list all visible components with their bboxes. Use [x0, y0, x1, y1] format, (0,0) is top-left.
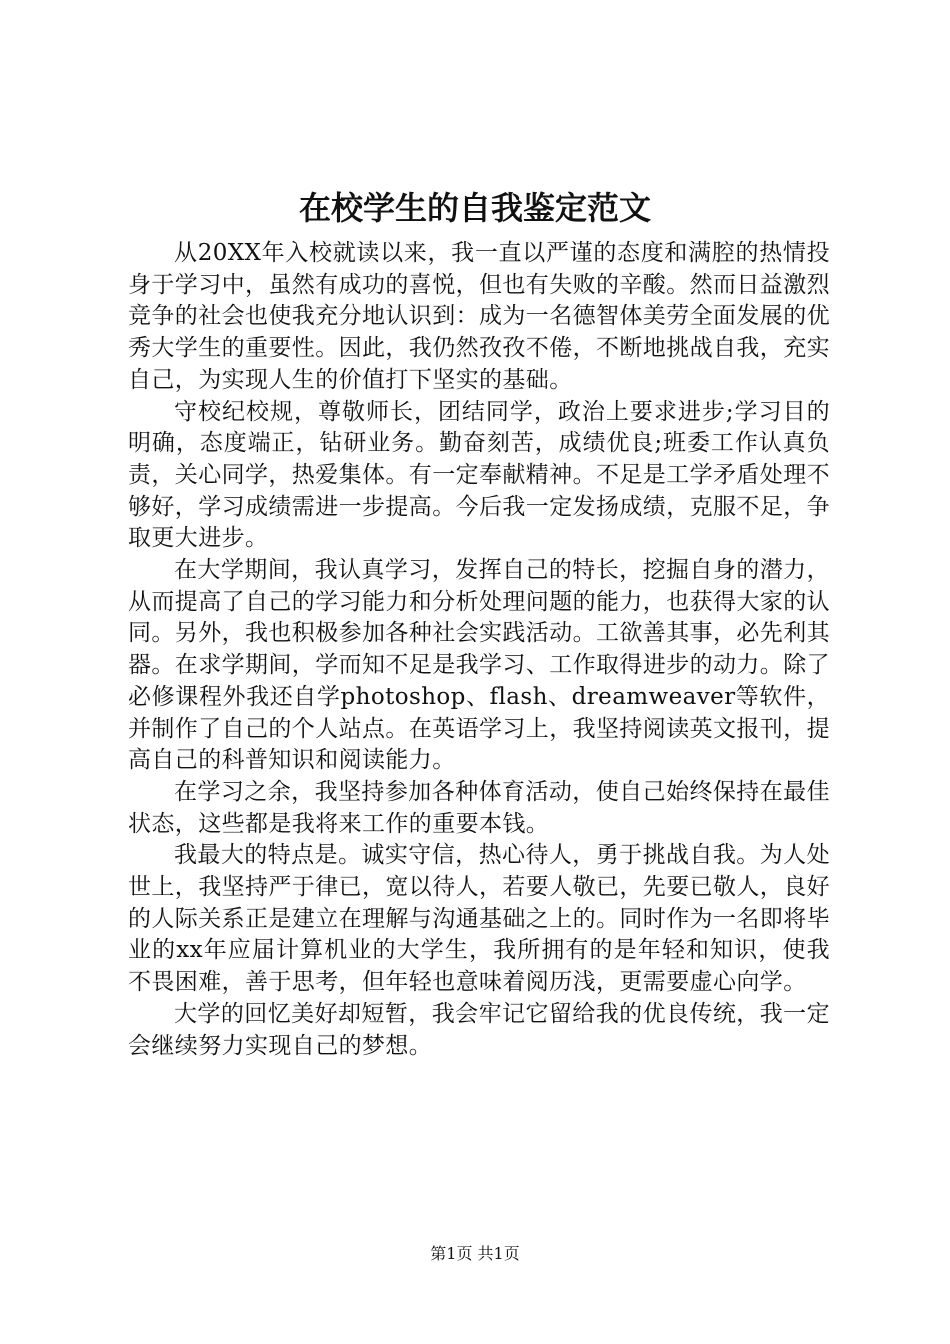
paragraph-3: 在大学期间，我认真学习，发挥自己的特长，挖掘自身的潜力，从而提高了自己的学习能力和分析处理问题的能力，也获得大家的认同。另外，我也积极参加各种社会实践活动。工欲善其事，必先利其器。在求学期间，学而知不足是我学习、工作取得进步的动力。除了必修课程外我还自学photoshop、flash、dreamweaver等软件，并制作了自己的个人站点。在英语学习上，我坚持阅读英文报刊，提高自己的科普知识和阅读能力。	[128, 557, 830, 774]
document-title: 在校学生的自我鉴定范文	[298, 189, 651, 227]
page-number-footer: 第1页 共1页	[430, 1244, 520, 1263]
paragraph-1: 从20XX年入校就读以来，我一直以严谨的态度和满腔的热情投身于学习中，虽然有成功的喜悦，但也有失败的辛酸。然而日益激烈竞争的社会也使我充分地认识到：成为一名德智体美劳全面发展的优秀大学生的重要性。因此，我仍然孜孜不倦，不断地挑战自我，充实自己，为实现人生的价值打下坚实的基础。	[128, 240, 830, 393]
paragraph-5: 我最大的特点是。诚实守信，热心待人，勇于挑战自我。为人处世上，我坚持严于律已，宽以待人，若要人敬已，先要已敬人，良好的人际关系正是建立在理解与沟通基础之上的。同时作为一名即将毕业的xx年应届计算机业的大学生，我所拥有的是年轻和知识，使我不畏困难，善于思考，但年轻也意味着阅历浅，更需要虚心向学。	[128, 842, 830, 996]
document-body	[128, 238, 830, 1062]
paragraph-2: 守校纪校规，尊敬师长，团结同学，政治上要求进步;学习目的明确，态度端正，钻研业务。勤奋刻苦，成绩优良;班委工作认真负责，关心同学，热爱集体。有一定奉献精神。不足是工学矛盾处理不够好，学习成绩需进一步提高。今后我一定发扬成绩，克服不足，争取更大进步。	[128, 398, 830, 552]
paragraph-6: 大学的回忆美好却短暂，我会牢记它留给我的优良传统，我一定会继续努力实现自己的梦想。	[128, 1000, 830, 1059]
paragraph-4: 在学习之余，我坚持参加各种体育活动，使自己始终保持在最佳状态，这些都是我将来工作的重要本钱。	[128, 778, 830, 837]
